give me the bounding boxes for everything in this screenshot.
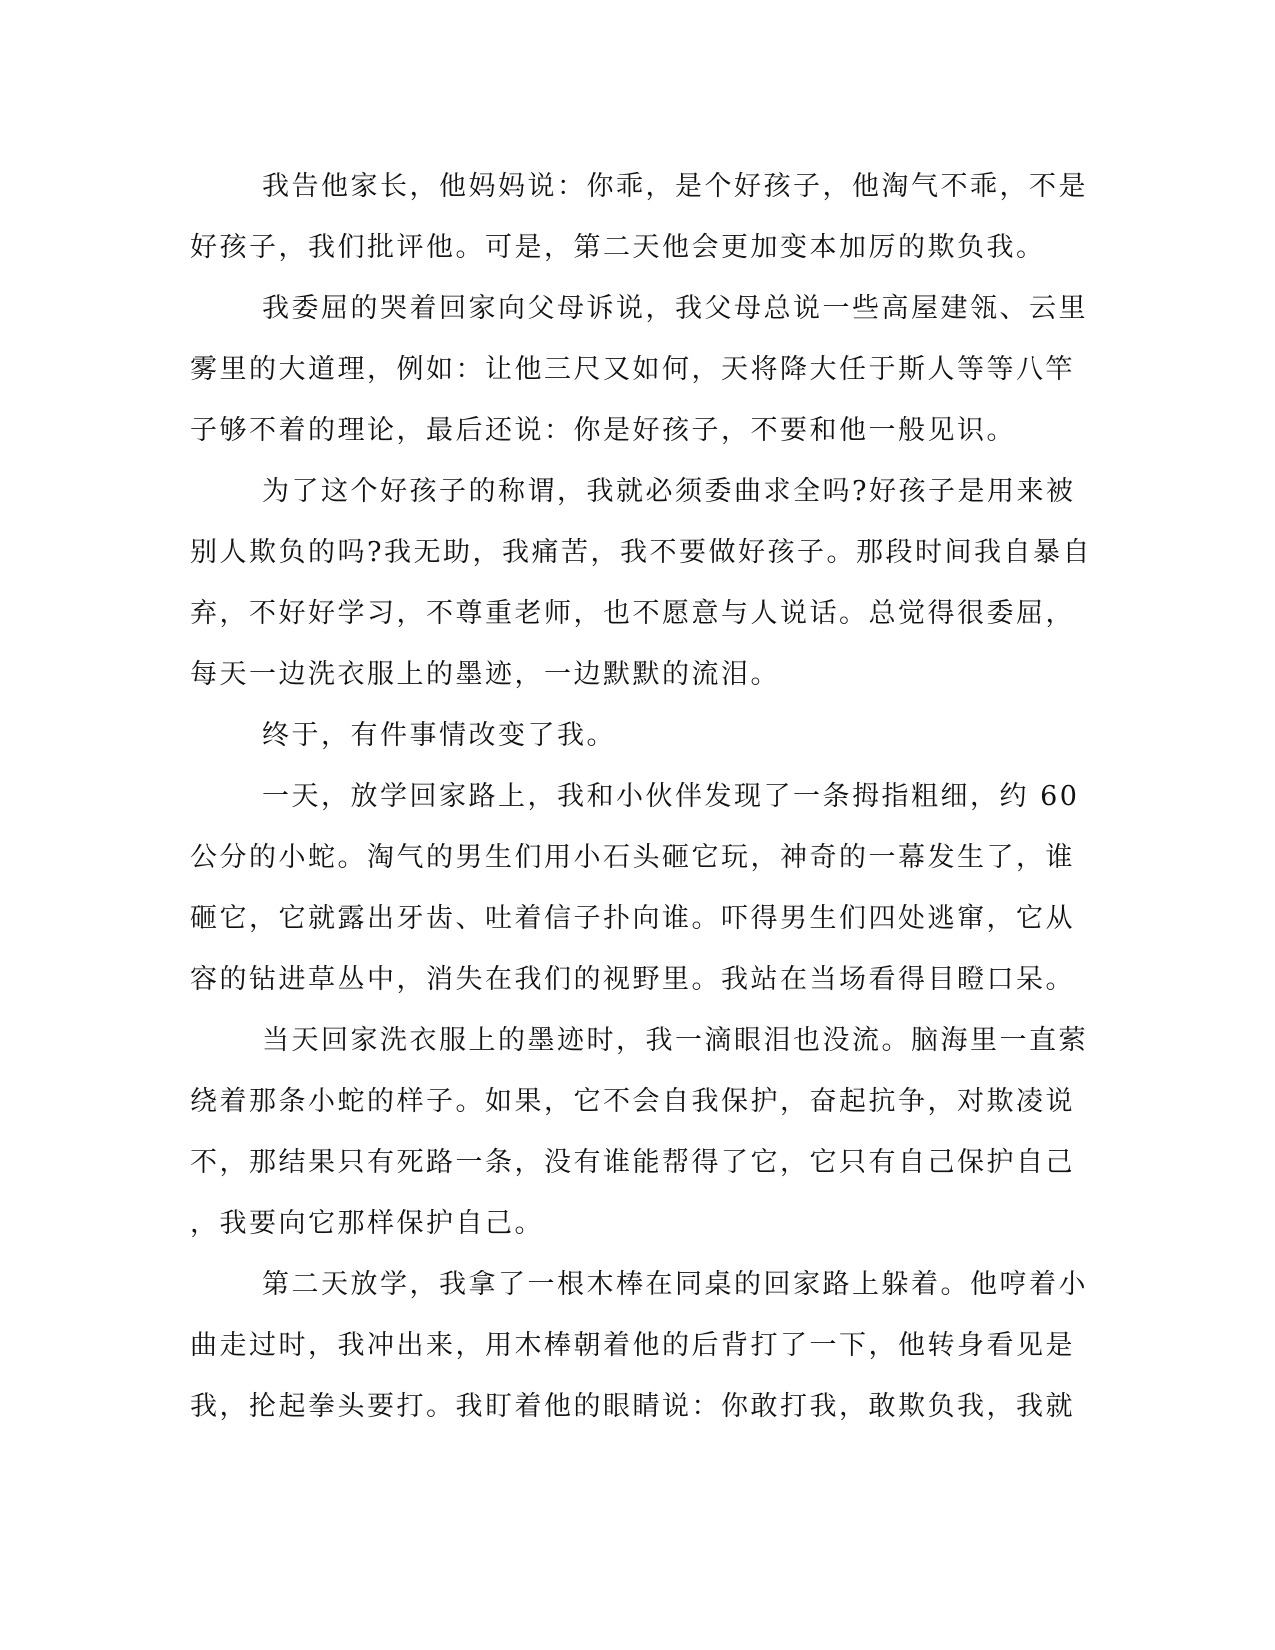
paragraph-line: 子够不着的理论，最后还说：你是好孩子，不要和他一般见识。 <box>190 415 1016 446</box>
paragraph-line: 我告他家长，他妈妈说：你乖，是个好孩子，他淘气不乖，不是 <box>262 171 1088 202</box>
paragraph-line: 终于，有件事情改变了我。 <box>262 720 616 751</box>
paragraph-line: 砸它，它就露出牙齿、吐着信子扑向谁。吓得男生们四处逃窜，它从 <box>190 903 1075 934</box>
paragraph-line: 为了这个好孩子的称谓，我就必须委曲求全吗?好孩子是用来被 <box>262 476 1076 507</box>
paragraph-line: 我，抡起拳头要打。我盯着他的眼睛说：你敢打我，敢欺负我，我就 <box>190 1391 1075 1422</box>
document-body <box>190 156 1092 1437</box>
paragraph-line: 好孩子，我们批评他。可是，第二天他会更加变本加厉的欺负我。 <box>190 232 1046 263</box>
paragraph-line: 绕着那条小蛇的样子。如果，它不会自我保护，奋起抗争，对欺凌说 <box>190 1086 1075 1117</box>
paragraph-1 <box>190 156 1088 278</box>
paragraph-line: 一天，放学回家路上，我和小伙伴发现了一条拇指粗细，约 60 <box>262 781 1080 812</box>
paragraph-line: 曲走过时，我冲出来，用木棒朝着他的后背打了一下，他转身看见是 <box>190 1330 1075 1361</box>
paragraph-line: 别人欺负的吗?我无助，我痛苦，我不要做好孩子。那段时间我自暴自 <box>190 537 1092 568</box>
paragraph-line: 雾里的大道理，例如：让他三尺又如何，天将降大任于斯人等等八竿 <box>190 354 1075 385</box>
paragraph-5 <box>190 766 1080 1010</box>
paragraph-line: 容的钻进草丛中，消失在我们的视野里。我站在当场看得目瞪口呆。 <box>190 964 1075 995</box>
paragraph-3 <box>190 461 1092 705</box>
paragraph-7 <box>190 1254 1088 1437</box>
paragraph-line: 不，那结果只有死路一条，没有谁能帮得了它，它只有自己保护自己 <box>190 1147 1075 1178</box>
paragraph-6 <box>190 1010 1088 1254</box>
paragraph-line: ，我要向它那样保护自己。 <box>190 1208 544 1239</box>
paragraph-line: 弃，不好好学习，不尊重老师，也不愿意与人说话。总觉得很委屈， <box>190 598 1075 629</box>
paragraph-line: 每天一边洗衣服上的墨迹，一边默默的流泪。 <box>190 659 780 690</box>
paragraph-line: 我委屈的哭着回家向父母诉说，我父母总说一些高屋建瓴、云里 <box>262 293 1088 324</box>
paragraph-4 <box>190 705 1080 766</box>
paragraph-line: 当天回家洗衣服上的墨迹时，我一滴眼泪也没流。脑海里一直萦 <box>262 1025 1088 1056</box>
paragraph-2 <box>190 278 1088 461</box>
paragraph-line: 第二天放学，我拿了一根木棒在同桌的回家路上躲着。他哼着小 <box>262 1269 1088 1300</box>
paragraph-line: 公分的小蛇。淘气的男生们用小石头砸它玩，神奇的一幕发生了，谁 <box>190 842 1075 873</box>
